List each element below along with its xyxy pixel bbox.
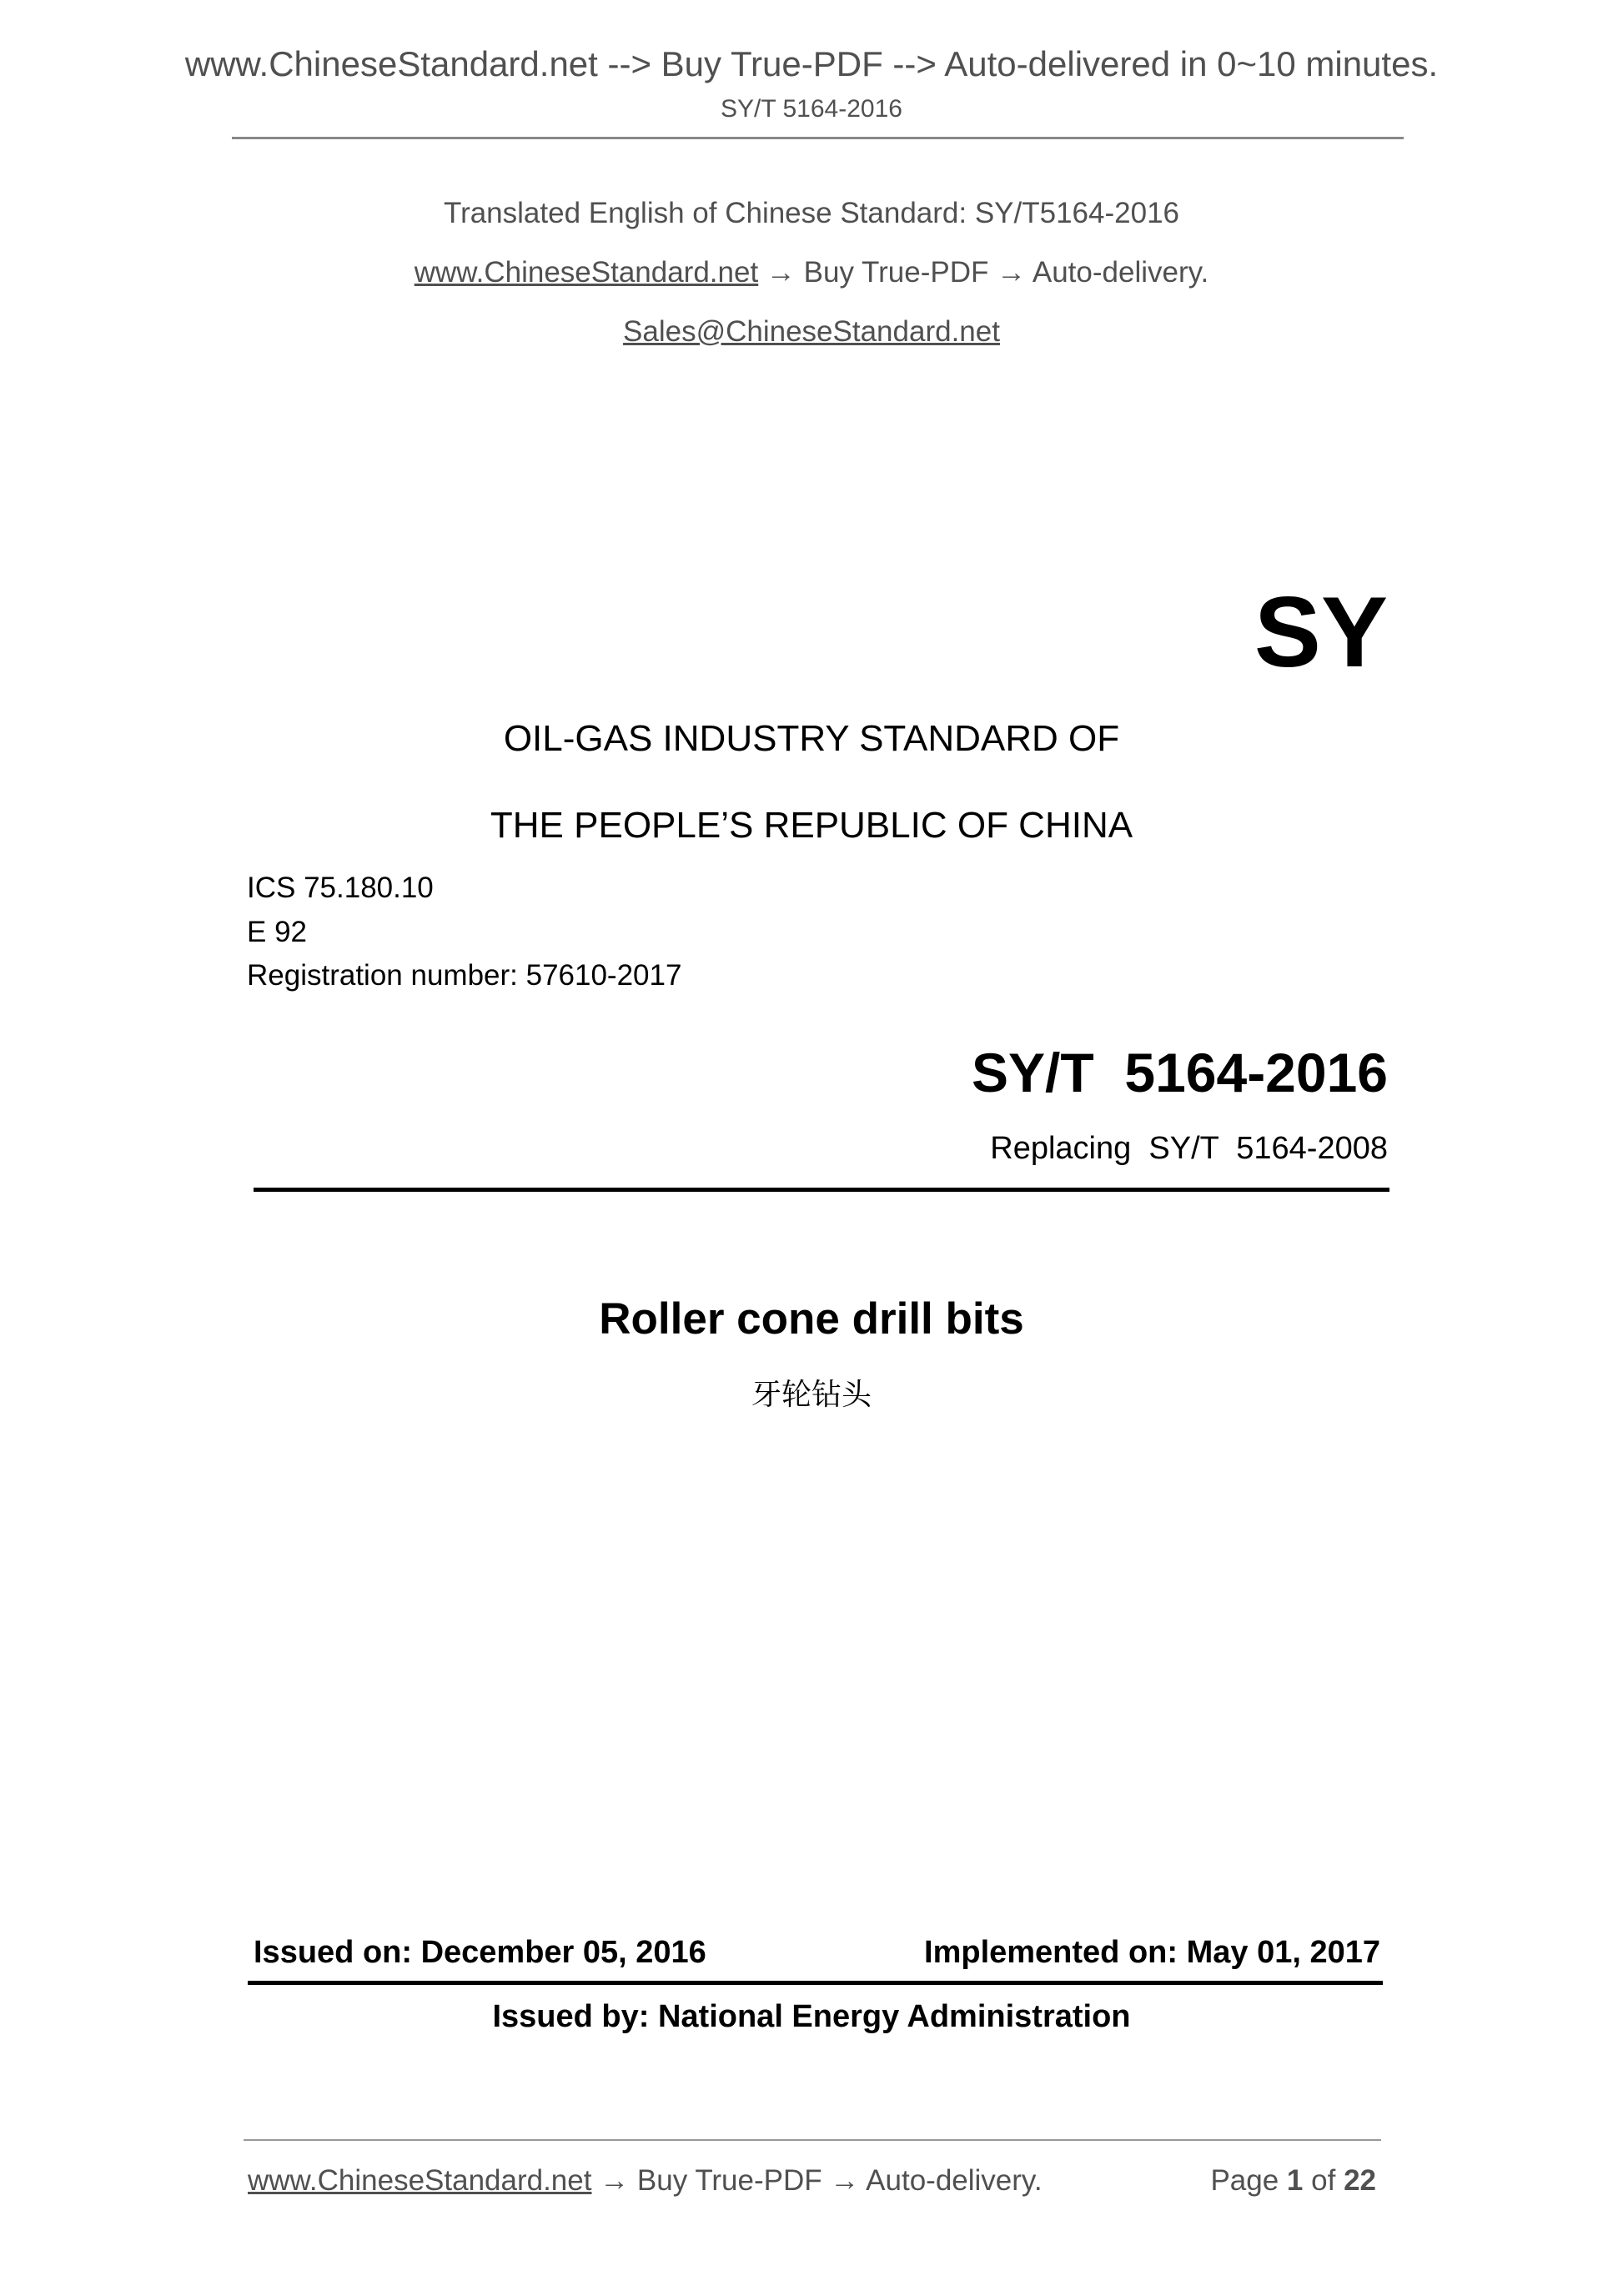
registration-number: Registration number: 57610-2017 bbox=[247, 959, 682, 992]
title-chinese: 牙轮钻头 bbox=[751, 1378, 872, 1412]
footer-divider bbox=[244, 2139, 1381, 2141]
running-header: SY/T 5164-2016 bbox=[721, 95, 902, 123]
org-line-2: THE PEOPLE’S REPUBLIC OF CHINA bbox=[490, 805, 1133, 846]
translated-note: Translated English of Chinese Standard: SY/T5164-2016 bbox=[443, 197, 1180, 229]
replacing-standard: Replacing SY/T 5164-2008 bbox=[990, 1131, 1388, 1166]
dates-divider bbox=[248, 1981, 1383, 1985]
title-divider bbox=[254, 1188, 1389, 1192]
implemented-on: Implemented on: May 01, 2017 bbox=[924, 1935, 1380, 1970]
sy-logo: SY bbox=[1254, 576, 1388, 688]
ics-code: ICS 75.180.10 bbox=[247, 872, 434, 904]
title-english: Roller cone drill bits bbox=[599, 1294, 1024, 1344]
standard-number: SY/T 5164-2016 bbox=[972, 1042, 1388, 1103]
page-total: 22 bbox=[1344, 2164, 1376, 2197]
email-line bbox=[0, 317, 1623, 346]
issued-by: Issued by: National Energy Administration bbox=[492, 1999, 1131, 2034]
page-indicator bbox=[1210, 2166, 1376, 2195]
buy-line bbox=[0, 258, 1623, 287]
page-current: 1 bbox=[1286, 2164, 1304, 2197]
page-label: Page bbox=[1210, 2164, 1279, 2197]
of-label: of bbox=[1311, 2164, 1336, 2197]
buy-text: → Buy True-PDF → Auto-delivery. bbox=[758, 256, 1209, 289]
footer-buy-line bbox=[248, 2166, 1043, 2195]
org-line-1: OIL-GAS INDUSTRY STANDARD OF bbox=[503, 718, 1120, 759]
site-link[interactable]: www.ChineseStandard.net bbox=[414, 256, 759, 289]
footer-site-link[interactable]: www.ChineseStandard.net bbox=[248, 2164, 592, 2197]
banner-text: www.ChineseStandard.net --> Buy True-PDF --> Auto-delivered in 0~10 minutes. bbox=[184, 44, 1439, 83]
header-divider bbox=[232, 137, 1404, 139]
footer-buy-text: → Buy True-PDF → Auto-delivery. bbox=[591, 2164, 1043, 2197]
class-code: E 92 bbox=[247, 916, 307, 948]
email-link[interactable]: Sales@ChineseStandard.net bbox=[623, 315, 1000, 348]
issued-on: Issued on: December 05, 2016 bbox=[254, 1935, 706, 1970]
